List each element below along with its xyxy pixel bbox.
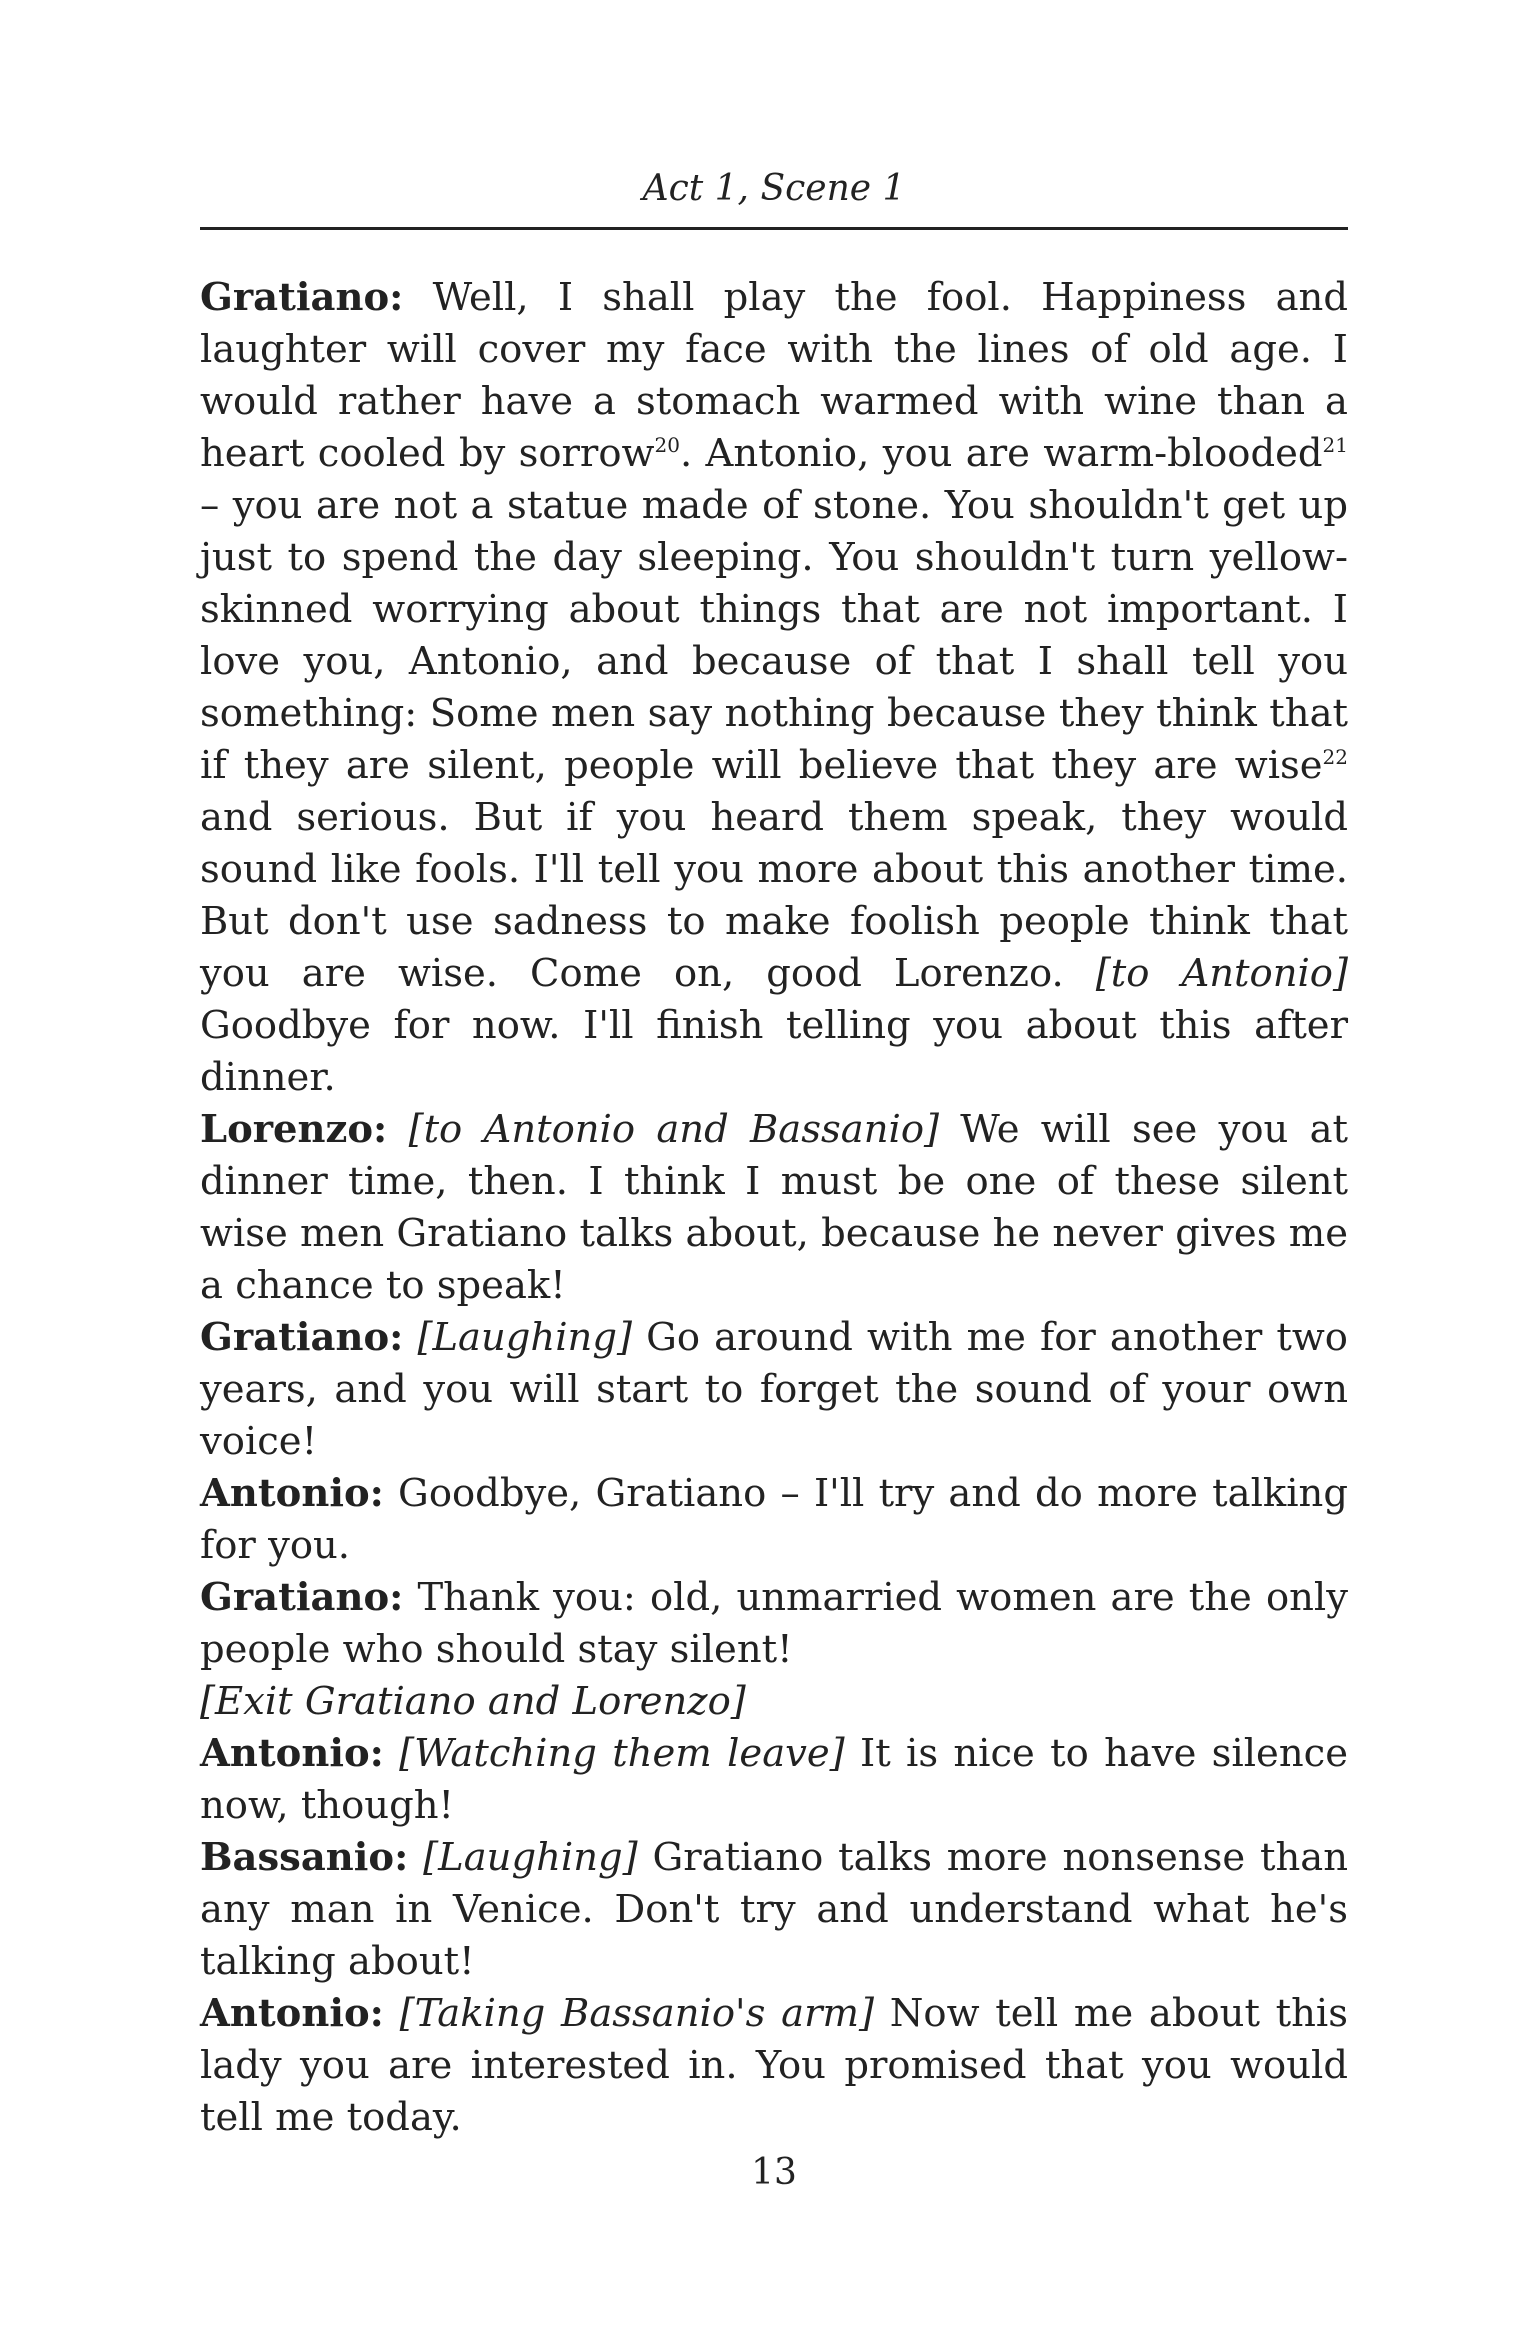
speech-text: – you are not a statue made of stone. You shouldn't get up just to spend the day sleeping. You shouldn't turn yellow-skinned worrying about things that are not important. I love you, Antonio, and because of that I shall tell you something: Some men say nothing because they think that if they are silent, people will believe that they are wise — [200, 483, 1348, 788]
speaker-name: Antonio: — [200, 1471, 384, 1516]
running-header: Act 1, Scene 1 — [642, 168, 906, 209]
stage-direction: [Watching them leave] — [399, 1731, 845, 1776]
page-number: 13 — [751, 2152, 797, 2193]
speech-text: Well, I shall play the fool. Happiness and laughter will cover my face with the lines of old age. I would rather have a stomach warmed with wine than a heart cooled by sorrow — [200, 275, 1348, 476]
stage-direction: [to Antonio] — [1095, 951, 1349, 996]
speaker-name: Gratiano: — [200, 1315, 404, 1360]
speech-lorenzo — [200, 1104, 1348, 1312]
stage-direction: [Laughing] — [417, 1315, 633, 1360]
speech-text: We will see you at dinner time, then. I think I must be one of these silent wise men Gratiano talks about, because he never gives me a chance to speak! — [200, 1107, 1348, 1308]
speech-gratiano-1 — [200, 272, 1348, 1104]
speaker-name: Gratiano: — [200, 1575, 404, 1620]
speech-text: Goodbye, Gratiano – I'll try and do more talking for you. — [200, 1471, 1348, 1568]
footnote-marker: 21 — [1322, 433, 1348, 458]
speech-text: Gratiano talks more nonsense than any man in Venice. Don't try and understand what he's talking about! — [200, 1835, 1348, 1984]
speech-text: Goodbye for now. I'll finish telling you about this after dinner. — [200, 1003, 1348, 1100]
speech-antonio-3 — [200, 1988, 1348, 2144]
speaker-name: Gratiano: — [200, 275, 404, 320]
speech-text: and serious. But if you heard them speak, they would sound like fools. I'll tell you more about this another time. But don't use sadness to make foolish people think that you are wise. Come on, good Lorenzo. — [200, 795, 1348, 996]
speaker-name: Antonio: — [200, 1731, 384, 1776]
stage-direction-exit: [Exit Gratiano and Lorenzo] — [200, 1679, 746, 1724]
speaker-name: Lorenzo: — [200, 1107, 388, 1152]
speech-gratiano-3 — [200, 1572, 1348, 1676]
footnote-marker: 20 — [654, 433, 680, 458]
speech-text: Go around with me for another two years, and you will start to forget the sound of your own voice! — [200, 1315, 1348, 1464]
stage-direction: [to Antonio and Bassanio] — [408, 1107, 940, 1152]
speech-gratiano-2 — [200, 1312, 1348, 1468]
speaker-name: Antonio: — [200, 1991, 384, 2036]
speech-text: It is nice to have silence now, though! — [200, 1731, 1348, 1828]
speech-antonio-1 — [200, 1468, 1348, 1572]
header-rule — [200, 227, 1348, 230]
stage-direction: [Laughing] — [423, 1835, 638, 1880]
speech-bassanio — [200, 1832, 1348, 1988]
footnote-marker: 22 — [1322, 745, 1348, 770]
speech-antonio-2 — [200, 1728, 1348, 1832]
speech-text: Thank you: old, unmarried women are the only people who should stay silent! — [200, 1575, 1348, 1672]
speaker-name: Bassanio: — [200, 1835, 409, 1880]
page-body — [200, 272, 1348, 2144]
speech-text: . Antonio, you are warm-blooded — [679, 431, 1323, 476]
speech-text: Now tell me about this lady you are interested in. You promised that you would tell me today. — [200, 1991, 1348, 2140]
stage-direction: [Taking Bassanio's arm] — [399, 1991, 874, 2036]
